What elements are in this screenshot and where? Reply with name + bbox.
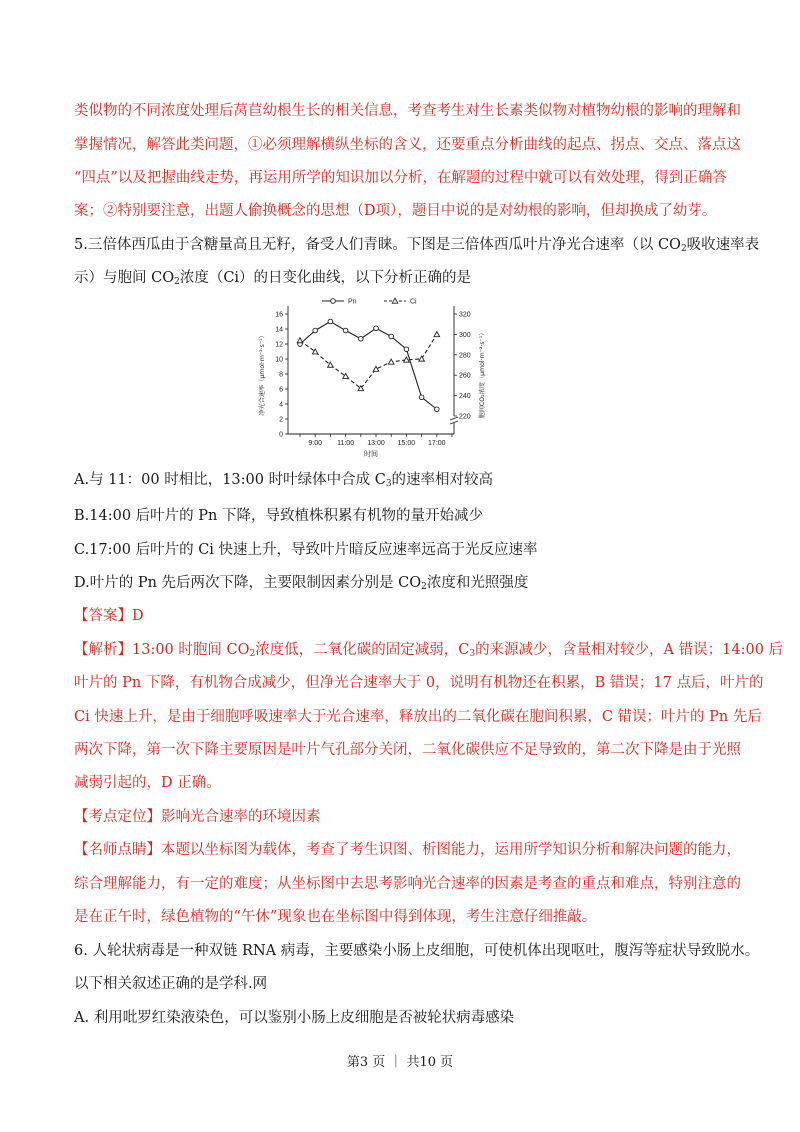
q6-stem-line-1: 6. 人轮状病毒是一种双链 RNA 病毒，主要感染小肠上皮细胞，可使机体出现呕吐，腹泻等症状导致脱水。 — [74, 943, 760, 959]
pn-point — [313, 328, 318, 333]
ci-point — [419, 356, 425, 361]
legend-pn-label: Pn — [348, 298, 357, 306]
q5-analysis-line-5: 减弱引起的，D 正确。 — [74, 775, 221, 791]
q5-answer: 【答案】D — [74, 608, 144, 624]
x-tick-label: 9:00 — [308, 440, 323, 447]
left-tick-label: 10 — [275, 356, 283, 364]
q5-option-d: D.叶片的 Pn 先后两次下降，主要限制因素分别是 $CO_2$浓度和光照强度 — [74, 575, 529, 592]
x-tick-label: 13:00 — [367, 440, 385, 447]
pn-line — [300, 322, 437, 410]
left-tick-label: 2 — [279, 416, 283, 424]
x-tick-label: 11:00 — [337, 440, 355, 447]
legend-pn-marker — [331, 299, 336, 304]
right-tick-label: 260 — [459, 372, 471, 380]
left-tick-label: 12 — [275, 341, 283, 349]
q5-knowledge-point: 【考点定位】影响光合速率的环境因素 — [74, 809, 321, 825]
ci-point — [434, 332, 440, 337]
legend-ci-label: Ci — [410, 298, 417, 306]
right-tick-label: 320 — [459, 311, 471, 319]
right-tick-label: 300 — [459, 331, 471, 339]
left-tick-label: 0 — [279, 431, 283, 439]
pn-point — [389, 334, 394, 339]
q5-option-a: A.与 11：00 时相比，13:00 时叶绿体中合成 $C_3$的速率相对较高 — [74, 472, 494, 489]
intro-line-3: “四点”以及把握曲线走势，再运用所学的知识加以分析，在解题的过程中就可以有效处理，得到正确答 — [74, 170, 727, 186]
left-tick-label: 14 — [275, 326, 283, 334]
right-tick-label: 280 — [459, 352, 471, 360]
q5-stem-line-1: 5.三倍体西瓜由于含糖量高且无籽，备受人们青睐。下图是三倍体西瓜叶片净光合速率（以 $CO_2$吸收速率表 — [74, 237, 760, 254]
left-tick-label: 16 — [275, 311, 283, 319]
q5-option-b: B.14:00 后叶片的 Pn 下降，导致植株积累有机物的量开始减少 — [74, 508, 483, 524]
pn-point — [343, 328, 348, 333]
ci-point — [373, 366, 379, 371]
ci-point — [297, 338, 303, 343]
q5-tip-line-1: 【名师点睛】本题以坐标图为载体，考查了考生识图、析图能力，运用所学知识分析和解决问题的能力， — [74, 842, 741, 858]
right-axis-label: 胞间CO₂浓度（μmol·m⁻²·s⁻¹） — [479, 329, 486, 419]
q5-analysis-line-4: 两次下降，第一次下降主要原因是叶片气孔部分关闭，二氧化碳供应不足导致的，第二次下降是由于光照 — [74, 742, 741, 758]
left-axis-label: 净光合速率（μmol·m⁻²·s⁻¹） — [259, 332, 266, 416]
q5-analysis-line-1: 【解析】13:00 时胞间 $CO_2$浓度低，二氧化碳的固定减弱，$C_3$的来源减少，含量相对较少，A 错误；14:00 后 — [74, 642, 784, 659]
left-tick-label: 6 — [279, 386, 283, 394]
left-tick-label: 4 — [279, 401, 283, 409]
q6-stem-line-2: 以下相关叙述正确的是学科.网 — [74, 976, 268, 992]
q5-tip-line-2: 综合理解能力，有一定的难度；从坐标图中去思考影响光合速率的因素是考查的重点和难点，特别注意的 — [74, 876, 741, 892]
x-axis-label: 时间 — [364, 450, 378, 458]
pn-point — [359, 336, 364, 341]
intro-line-1: 类似物的不同浓度处理后莴苣幼根生长的相关信息，考查考生对生长素类似物对植物幼根的影响的理解和 — [74, 103, 741, 119]
x-tick-label: 15:00 — [397, 440, 416, 447]
q5-stem-line-2: 示）与胞间 $CO_2$浓度（Ci）的日变化曲线，以下分析正确的是 — [74, 270, 472, 287]
pn-point — [374, 326, 379, 331]
q5-tip-line-3: 是在正午时，绿色植物的“午休”现象也在坐标图中得到体现，考生注意仔细推敲。 — [74, 909, 597, 925]
intro-line-2: 掌握情况，解答此类问题，①必须理解横纵坐标的含义，还要重点分析曲线的起点、拐点、交点、落点这 — [74, 137, 741, 153]
q5-analysis-line-2: 叶片的 Pn 下降，有机物合成减少，但净光合速率大于 0，说明有机物还在积累，B 错误；17 点后，叶片的 — [74, 675, 764, 691]
pn-point — [328, 319, 333, 324]
page-footer: 第3 页 ｜ 共10 页 — [346, 1055, 454, 1070]
q6-option-a: A. 利用吡罗红染液染色，可以鉴别小肠上皮细胞是否被轮状病毒感染 — [74, 1010, 515, 1026]
right-tick-label: 220 — [459, 413, 471, 421]
pn-point — [435, 407, 440, 412]
right-tick-label: 240 — [459, 393, 471, 401]
intro-line-4: 案；②特别要注意，出题人偷换概念的思想（D项），题目中说的是对幼根的影响，但却换成了幼芽。 — [74, 203, 717, 219]
q5-analysis-line-3: Ci 快速上升，是由于细胞呼吸速率大于光合速率，释放出的二氧化碳在胞间积累，C 错误；叶片的 Pn 先后 — [74, 709, 762, 725]
pn-point — [419, 395, 424, 400]
x-tick-label: 17:00 — [428, 440, 446, 447]
left-tick-label: 8 — [279, 371, 283, 379]
pn-point — [404, 347, 409, 352]
pn-ci-chart — [252, 296, 492, 458]
q5-option-c: C.17:00 后叶片的 Ci 快速上升，导致叶片暗反应速率远高于光反应速率 — [74, 542, 538, 558]
